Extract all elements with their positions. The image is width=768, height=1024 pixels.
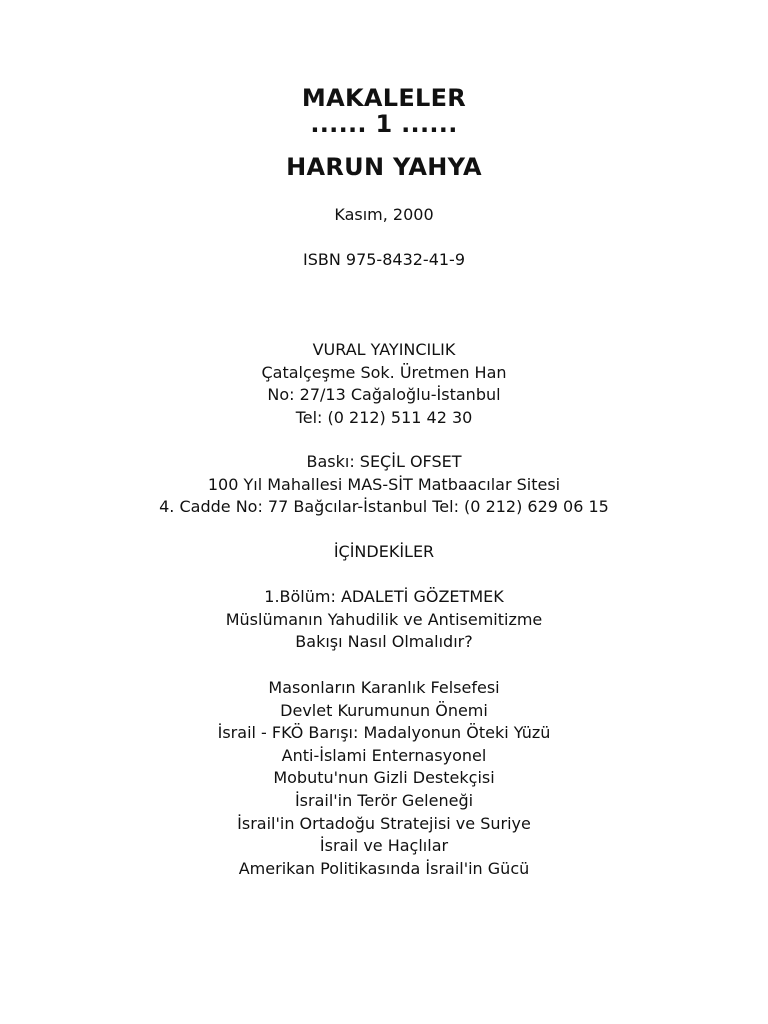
publisher-name: VURAL YAYINCILIK (312, 340, 456, 359)
toc-item: Masonların Karanlık Felsefesi (268, 678, 500, 697)
toc-section-block (0, 586, 768, 654)
toc-item: Amerikan Politikasında İsrail'in Gücü (238, 858, 530, 878)
printer-address-2: 4. Cadde No: 77 Bağcılar-İstanbul Tel: (0 212) 629 06 15 (159, 497, 609, 517)
publisher-address: No: 27/13 Cağaloğlu-İstanbul (267, 385, 501, 405)
toc-item: Devlet Kurumunun Önemi (280, 700, 488, 720)
toc-intro-line: Bakışı Nasıl Olmalıdır? (295, 632, 473, 652)
toc-item: İsrail'in Terör Geleneği (294, 790, 474, 810)
toc-item: Anti-İslami Enternasyonel (281, 745, 487, 765)
book-title: MAKALELER (301, 84, 467, 112)
publisher-street: Çatalçeşme Sok. Üretmen Han (261, 362, 507, 382)
isbn: ISBN 975-8432-41-9 (302, 250, 466, 269)
edition-date: Kasım, 2000 (334, 205, 434, 224)
author-name: HARUN YAHYA (286, 153, 482, 181)
printer-block (0, 451, 768, 519)
toc-list (0, 677, 768, 880)
printer-name: Baskı: SEÇİL OFSET (306, 452, 462, 471)
publisher-tel: Tel: (0 212) 511 42 30 (295, 407, 473, 427)
toc-heading: İÇİNDEKİLER (333, 542, 435, 561)
toc-item: İsrail - FKÖ Barışı: Madalyonun Öteki Yüzü (217, 723, 551, 743)
toc-item: İsrail ve Haçlılar (319, 836, 449, 856)
volume-number: ...... 1 ...... (310, 110, 458, 138)
toc-item: Mobutu'nun Gizli Destekçisi (273, 768, 495, 788)
toc-section-title: 1.Bölüm: ADALETİ GÖZETMEK (264, 587, 504, 606)
publisher-block (0, 339, 768, 429)
printer-address-1: 100 Yıl Mahallesi MAS-SİT Matbaacılar Sitesi (207, 474, 561, 494)
toc-item: İsrail'in Ortadoğu Stratejisi ve Suriye (237, 813, 531, 833)
toc-intro-line: Müslümanın Yahudilik ve Antisemitizme (225, 609, 543, 629)
